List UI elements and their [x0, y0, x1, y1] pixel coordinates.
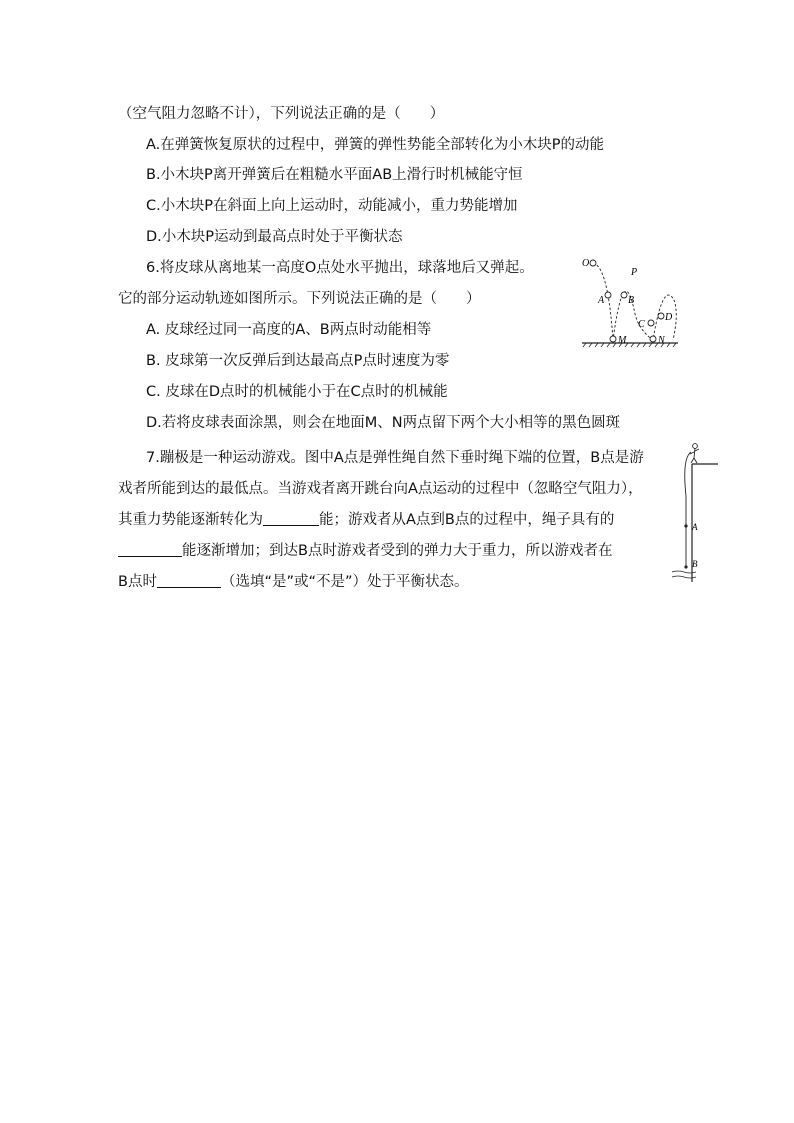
- q7-line2: 戏者所能到达的最低点。当游戏者离开跳台向A点运动的过程中（忽略空气阻力），: [118, 481, 643, 497]
- label-n: N: [658, 335, 665, 346]
- q7-line4-text-b: 能逐渐增加；到达B点时游戏者受到的弹力大于重力，所以游戏者在: [182, 543, 613, 559]
- q5-option-d: D.小木块P运动到最高点时处于平衡状态: [146, 229, 403, 245]
- jumper-head: [693, 444, 698, 449]
- q6-option-a: A. 皮球经过同一高度的A、B两点时动能相等: [146, 322, 432, 338]
- label-a: A: [598, 295, 605, 306]
- ball-b: [621, 292, 627, 298]
- q6-stem-line2: 它的部分运动轨迹如图所示。下列说法正确的是（ ）: [118, 291, 481, 307]
- jumper-body: [690, 448, 699, 463]
- point-a: [684, 524, 687, 527]
- q7-line4: [118, 541, 612, 561]
- point-b: [684, 565, 687, 568]
- q5-option-b: B.小木块P离开弹簧后在粗糙水平面AB上滑行时机械能守恒: [146, 167, 523, 183]
- q7-line3-text-b: 能；游戏者从A点到B点的过程中，绳子具有的: [319, 512, 615, 528]
- q7-line5: [118, 572, 469, 592]
- label-a: A: [692, 522, 698, 532]
- ball-c: [648, 320, 654, 326]
- q6-option-d: D.若将皮球表面涂黑，则会在地面M、N两点留下两个大小相等的黑色圆斑: [146, 415, 621, 431]
- q5-option-c: C.小木块P在斜面上向上运动时，动能减小，重力势能增加: [146, 198, 518, 214]
- label-p: P: [631, 267, 638, 278]
- q7-line5-text-a: B点时: [118, 574, 157, 590]
- ball-o: [590, 260, 596, 266]
- q5-option-a: A.在弹簧恢复原状的过程中，弹簧的弹性势能全部转化为小木块P的动能: [146, 137, 605, 153]
- q5-stem-tail: （空气阻力忽略不计），下列说法正确的是（ ）: [118, 106, 445, 122]
- q6-trajectory-figure: [580, 252, 680, 352]
- label-b: B: [628, 295, 635, 306]
- ball-d: [658, 313, 664, 319]
- label-m: M: [618, 335, 627, 346]
- label-c: C: [638, 319, 645, 330]
- q6-stem-line1: 6.将皮球从离地某一高度O点处水平抛出，球落地后又弹起。: [146, 260, 534, 276]
- q7-line3: [118, 510, 614, 530]
- q7-line5-text-b: （选填“是”或“不是”）处于平衡状态。: [220, 574, 469, 590]
- ball-m: [610, 336, 616, 342]
- blank-3[interactable]: [157, 573, 221, 588]
- label-b: B: [692, 559, 698, 569]
- ball-a: [605, 292, 611, 298]
- blank-1[interactable]: [263, 511, 319, 526]
- label-d: D: [665, 312, 673, 323]
- q7-line3-text-a: 其重力势能逐渐转化为: [118, 512, 263, 528]
- label-o: O: [582, 258, 590, 269]
- q6-option-b: B. 皮球第一次反弹后到达最高点P点时速度为零: [146, 353, 450, 369]
- bungee-rope: [685, 452, 691, 568]
- q6-option-c: C. 皮球在D点时的机械能小于在C点时的机械能: [146, 384, 448, 400]
- q7-line1: 7.蹦极是一种运动游戏。图中A点是弹性绳自然下垂时绳下端的位置，B点是游: [146, 450, 644, 466]
- blank-2[interactable]: [118, 542, 182, 557]
- q7-bungee-figure: [670, 436, 720, 584]
- ball-n: [650, 336, 656, 342]
